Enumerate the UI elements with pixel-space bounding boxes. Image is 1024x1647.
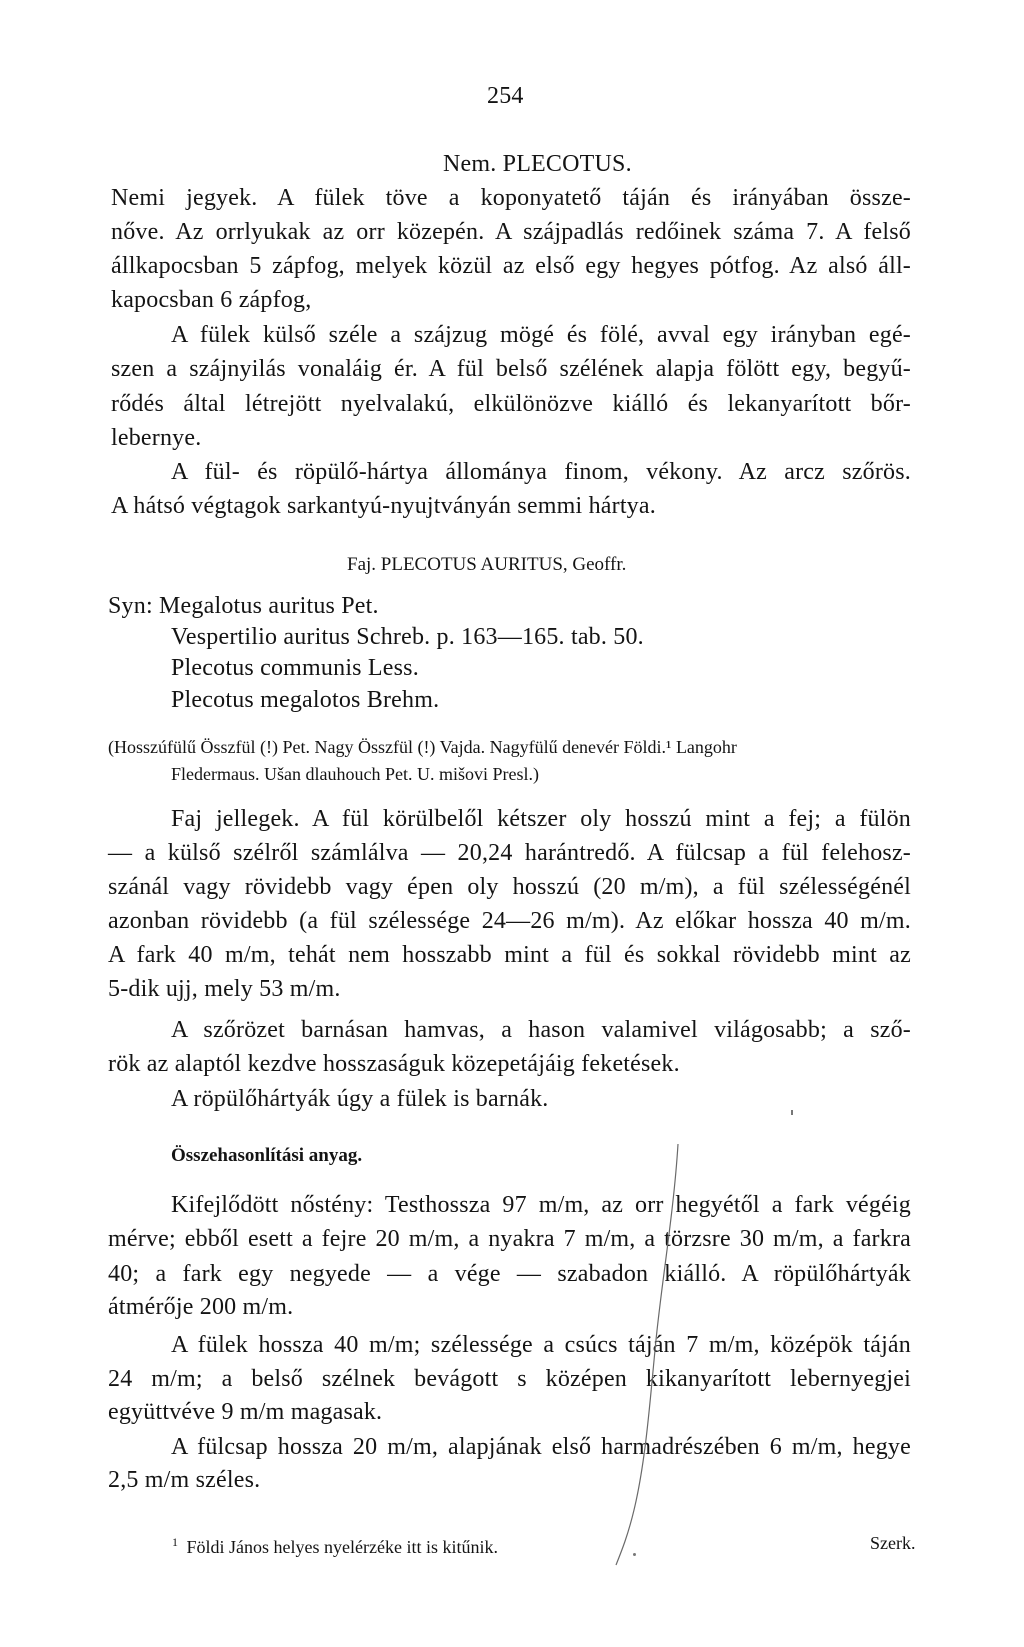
synonym-line-3: Plecotus communis Less. <box>171 655 419 681</box>
pencil-stroke-mark <box>600 1140 690 1570</box>
species-line-3: szánál vagy rövidebb vagy épen oly hosszú (20 m/m), a fül szélességénél <box>108 874 911 900</box>
genus-line-1: Nemi jegyek. A fülek töve a koponyatető táján és irányában össze- <box>111 185 911 211</box>
comparison-line-9: 2,5 m/m széles. <box>108 1467 261 1493</box>
species-line-8: rök az alaptól kezdve hosszaságuk közepetájáig feketések. <box>108 1051 680 1077</box>
species-line-5: A fark 40 m/m, tehát nem hosszabb mint a fül és sokkal rövidebb mint az <box>108 942 911 968</box>
comparison-line-5: A fülek hossza 40 m/m; szélessége a csúcs táján 7 m/m, középök táján <box>171 1332 911 1358</box>
comparison-line-1: Kifejlődött nőstény: Testhossza 97 m/m, az orr hegyétől a fark végéig <box>171 1192 911 1218</box>
genus-line-6: szen a szájnyilás vonaláig ér. A fül belső szélének alapja fölött egy, begyű- <box>111 356 911 382</box>
comparison-line-3: 40; a fark egy negyede — a vége — szabadon kiálló. A röpülőhártyák <box>108 1261 911 1287</box>
synonym-line-2: Vespertilio auritus Schreb. p. 163—165. tab. 50. <box>171 624 644 650</box>
genus-line-2: nőve. Az orrlyukak az orr közepén. A szájpadlás redőinek száma 7. A felső <box>111 219 911 245</box>
genus-line-8: lebernye. <box>111 425 202 451</box>
synonym-line-4: Plecotus megalotos Brehm. <box>171 687 440 713</box>
vernacular-line-2: Fledermaus. Ušan dlauhouch Pet. U. mišovi Presl.) <box>171 764 539 784</box>
species-line-2: — a külső szélről számlálva — 20,24 harántredő. A fülcsap a fül felehosz- <box>108 840 911 866</box>
genus-line-7: rődés által létrejött nyelvalakú, elkülönözve kiálló és lekanyarított bőr- <box>111 391 911 417</box>
species-line-7: A szőrözet barnásan hamvas, a hason valamivel világosabb; a sző- <box>171 1017 911 1043</box>
synonym-line-1: Syn: Megalotus auritus Pet. <box>108 593 379 619</box>
genus-line-3: állkapocsban 5 zápfog, melyek közül az első egy hegyes pótfog. Az alsó áll- <box>111 253 911 279</box>
vernacular-line-1: (Hosszúfülű Összfül (!) Pet. Nagy Összfül (!) Vajda. Nagyfülű denevér Földi.¹ Langohr <box>108 737 737 757</box>
species-line-9: A röpülőhártyák úgy a fülek is barnák. <box>171 1086 549 1112</box>
footnote-marker: 1 <box>172 1535 178 1549</box>
species-heading: Faj. PLECOTUS AURITUS, Geoffr. <box>347 554 627 575</box>
comparison-line-2: mérve; ebből esett a fejre 20 m/m, a nyakra 7 m/m, a törzsre 30 m/m, a farkra <box>108 1226 911 1252</box>
dot-mark <box>633 1553 636 1556</box>
genus-line-9: A fül- és röpülő-hártya állománya finom, vékony. Az arcz szőrös. <box>171 459 911 485</box>
comparison-line-8: A fülcsap hossza 20 m/m, alapjának első harmadrészében 6 m/m, hegye <box>171 1434 911 1460</box>
page-number: 254 <box>487 83 524 109</box>
genus-line-10: A hátsó végtagok sarkantyú-nyujtványán semmi hártya. <box>111 493 656 519</box>
genus-line-5: A fülek külső széle a szájzug mögé és fölé, avval egy irányban egé- <box>171 322 911 348</box>
comparison-line-7: együttvéve 9 m/m magasak. <box>108 1399 383 1425</box>
genus-line-4: kapocsban 6 zápfog, <box>111 287 312 313</box>
comparison-line-4: átmérője 200 m/m. <box>108 1294 294 1320</box>
tick-mark <box>791 1110 793 1115</box>
comparison-heading: Összehasonlítási anyag. <box>171 1145 363 1166</box>
footnote <box>172 1530 498 1559</box>
footnote-text: Földi János helyes nyelérzéke itt is kitűnik. <box>186 1537 498 1557</box>
species-line-4: azonban rövidebb (a fül szélessége 24—26 m/m). Az előkar hossza 40 m/m. <box>108 908 911 934</box>
footnote-signature: Szerk. <box>870 1533 916 1553</box>
genus-heading: Nem. PLECOTUS. <box>443 151 632 177</box>
comparison-line-6: 24 m/m; a belső szélnek bevágott s középen kikanyarított lebernyegjei <box>108 1366 911 1392</box>
species-line-1: Faj jellegek. A fül körülbelől kétszer oly hosszú mint a fej; a fülön <box>171 806 911 832</box>
species-line-6: 5-dik ujj, mely 53 m/m. <box>108 976 341 1002</box>
